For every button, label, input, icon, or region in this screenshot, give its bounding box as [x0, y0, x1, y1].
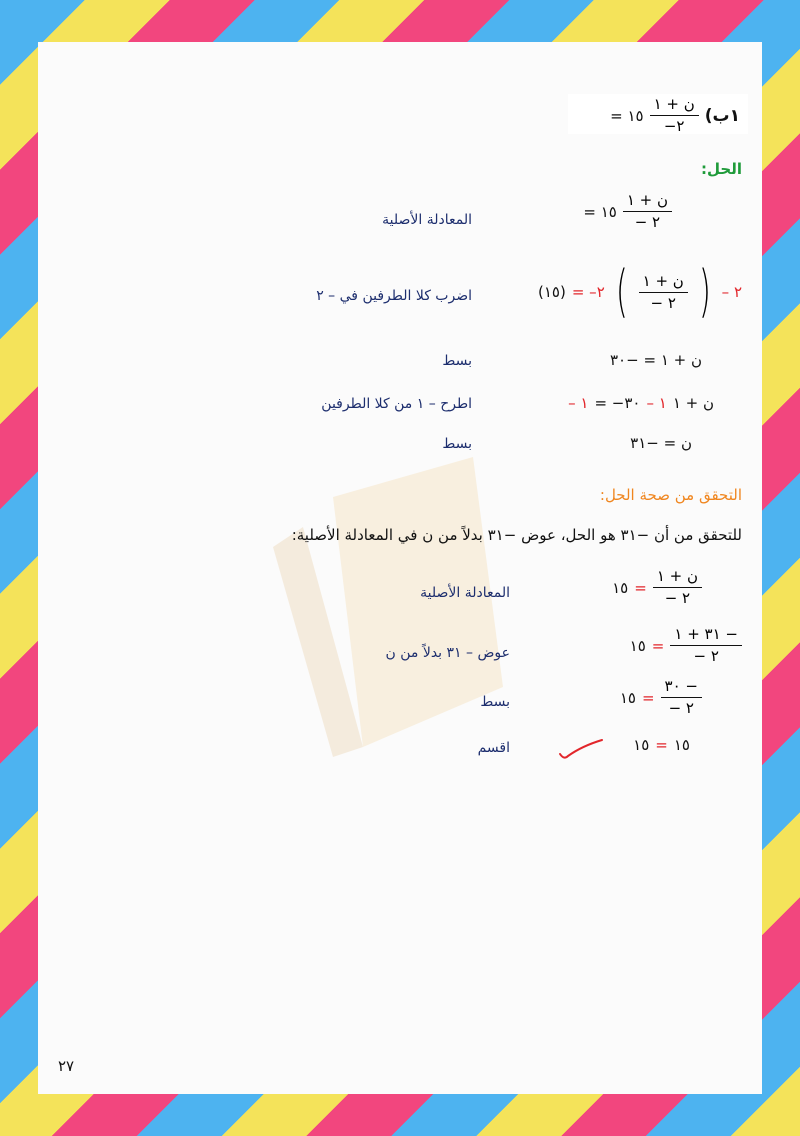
check-1-rhs: ١٥: [612, 578, 629, 597]
check-2-label: عوض – ٣١ بدلاً من ن: [385, 645, 510, 661]
step-1-denominator: ٢ −: [634, 213, 661, 231]
step-4-b: = −٣٠: [594, 394, 641, 412]
check-1-math: [612, 568, 702, 607]
check-1-label: المعادلة الأصلية: [420, 585, 510, 601]
step-1-rhs: = ١٥: [583, 202, 617, 221]
step-1-numerator: ن + ١: [626, 191, 668, 209]
problem-fraction: [650, 96, 699, 135]
step-2-label: اضرب كلا الطرفين في – ٢: [316, 288, 472, 304]
check-3-denominator: ٢ −: [668, 699, 694, 717]
problem-rhs: = ١٥: [610, 106, 644, 125]
check-1-numerator: ن + ١: [656, 567, 698, 585]
check-1-eq: =: [634, 578, 647, 597]
step-2-prefix: – ٢: [721, 283, 742, 301]
check-2-math: [630, 626, 742, 665]
check-3-rhs: ١٥: [619, 688, 636, 707]
check-2-denominator: ٢ −: [693, 647, 719, 665]
check-2-rhs: ١٥: [629, 636, 646, 655]
check-intro: للتحقق من أن −٣١ هو الحل، عوض −٣١ بدلاً من ن في المعادلة الأصلية:: [291, 526, 742, 544]
step-2-math: – ٢ ( $\frac{\text{ن + ١}}{٢ -}$ ) = –٢ (١٥): [538, 259, 742, 324]
problem-numerator: ن + ١: [653, 95, 695, 113]
step-4-label: اطرح – ١ من كلا الطرفين: [321, 396, 472, 412]
check-heading: التحقق من صحة الحل:: [599, 486, 742, 504]
check-4-rhs: ١٥: [633, 736, 650, 754]
check-2-numerator: − ٣١ + ١: [674, 625, 738, 643]
check-2-eq: =: [651, 636, 665, 655]
problem-denominator: ٢−: [663, 117, 685, 135]
book-watermark-icon: [273, 457, 533, 757]
solution-heading: الحل:: [701, 160, 742, 178]
step-1-label: المعادلة الأصلية: [382, 212, 472, 228]
step-5-label: بسط: [442, 436, 472, 452]
step-4-red-2: – ١: [568, 394, 589, 412]
check-4-label: اقسم: [477, 740, 510, 756]
check-3-math: [620, 678, 702, 717]
step-4-a: ن + ١: [672, 394, 714, 412]
check-1-denominator: ٢ −: [664, 589, 691, 607]
step-5-math: ن = −٣١: [630, 434, 692, 452]
step-3-label: بسط: [442, 353, 472, 369]
problem-label: ١ب): [704, 105, 740, 126]
step-3-math: ن + ١ = −٣٠: [610, 351, 702, 369]
step-4-math: [568, 394, 714, 412]
check-4-eq: =: [655, 736, 668, 754]
check-3-numerator: − ٣٠: [664, 677, 698, 695]
step-2-numerator: ن + ١: [642, 271, 684, 290]
step-4-red-1: – ١: [646, 394, 667, 412]
check-3-eq: =: [641, 688, 655, 707]
step-2-mid: = –٢: [571, 283, 605, 301]
check-3-label: بسط: [480, 694, 510, 710]
check-4-math: [633, 736, 690, 754]
step-2-denominator: ٢ −: [650, 293, 676, 312]
check-4-lhs: ١٥: [673, 736, 690, 754]
checkmark-icon: [558, 738, 604, 762]
page-number: ٢٧: [58, 1057, 75, 1075]
step-1-math: [583, 192, 672, 231]
problem-header: [568, 94, 748, 134]
step-2-rhs: (١٥): [538, 283, 566, 301]
page: [38, 42, 762, 1094]
